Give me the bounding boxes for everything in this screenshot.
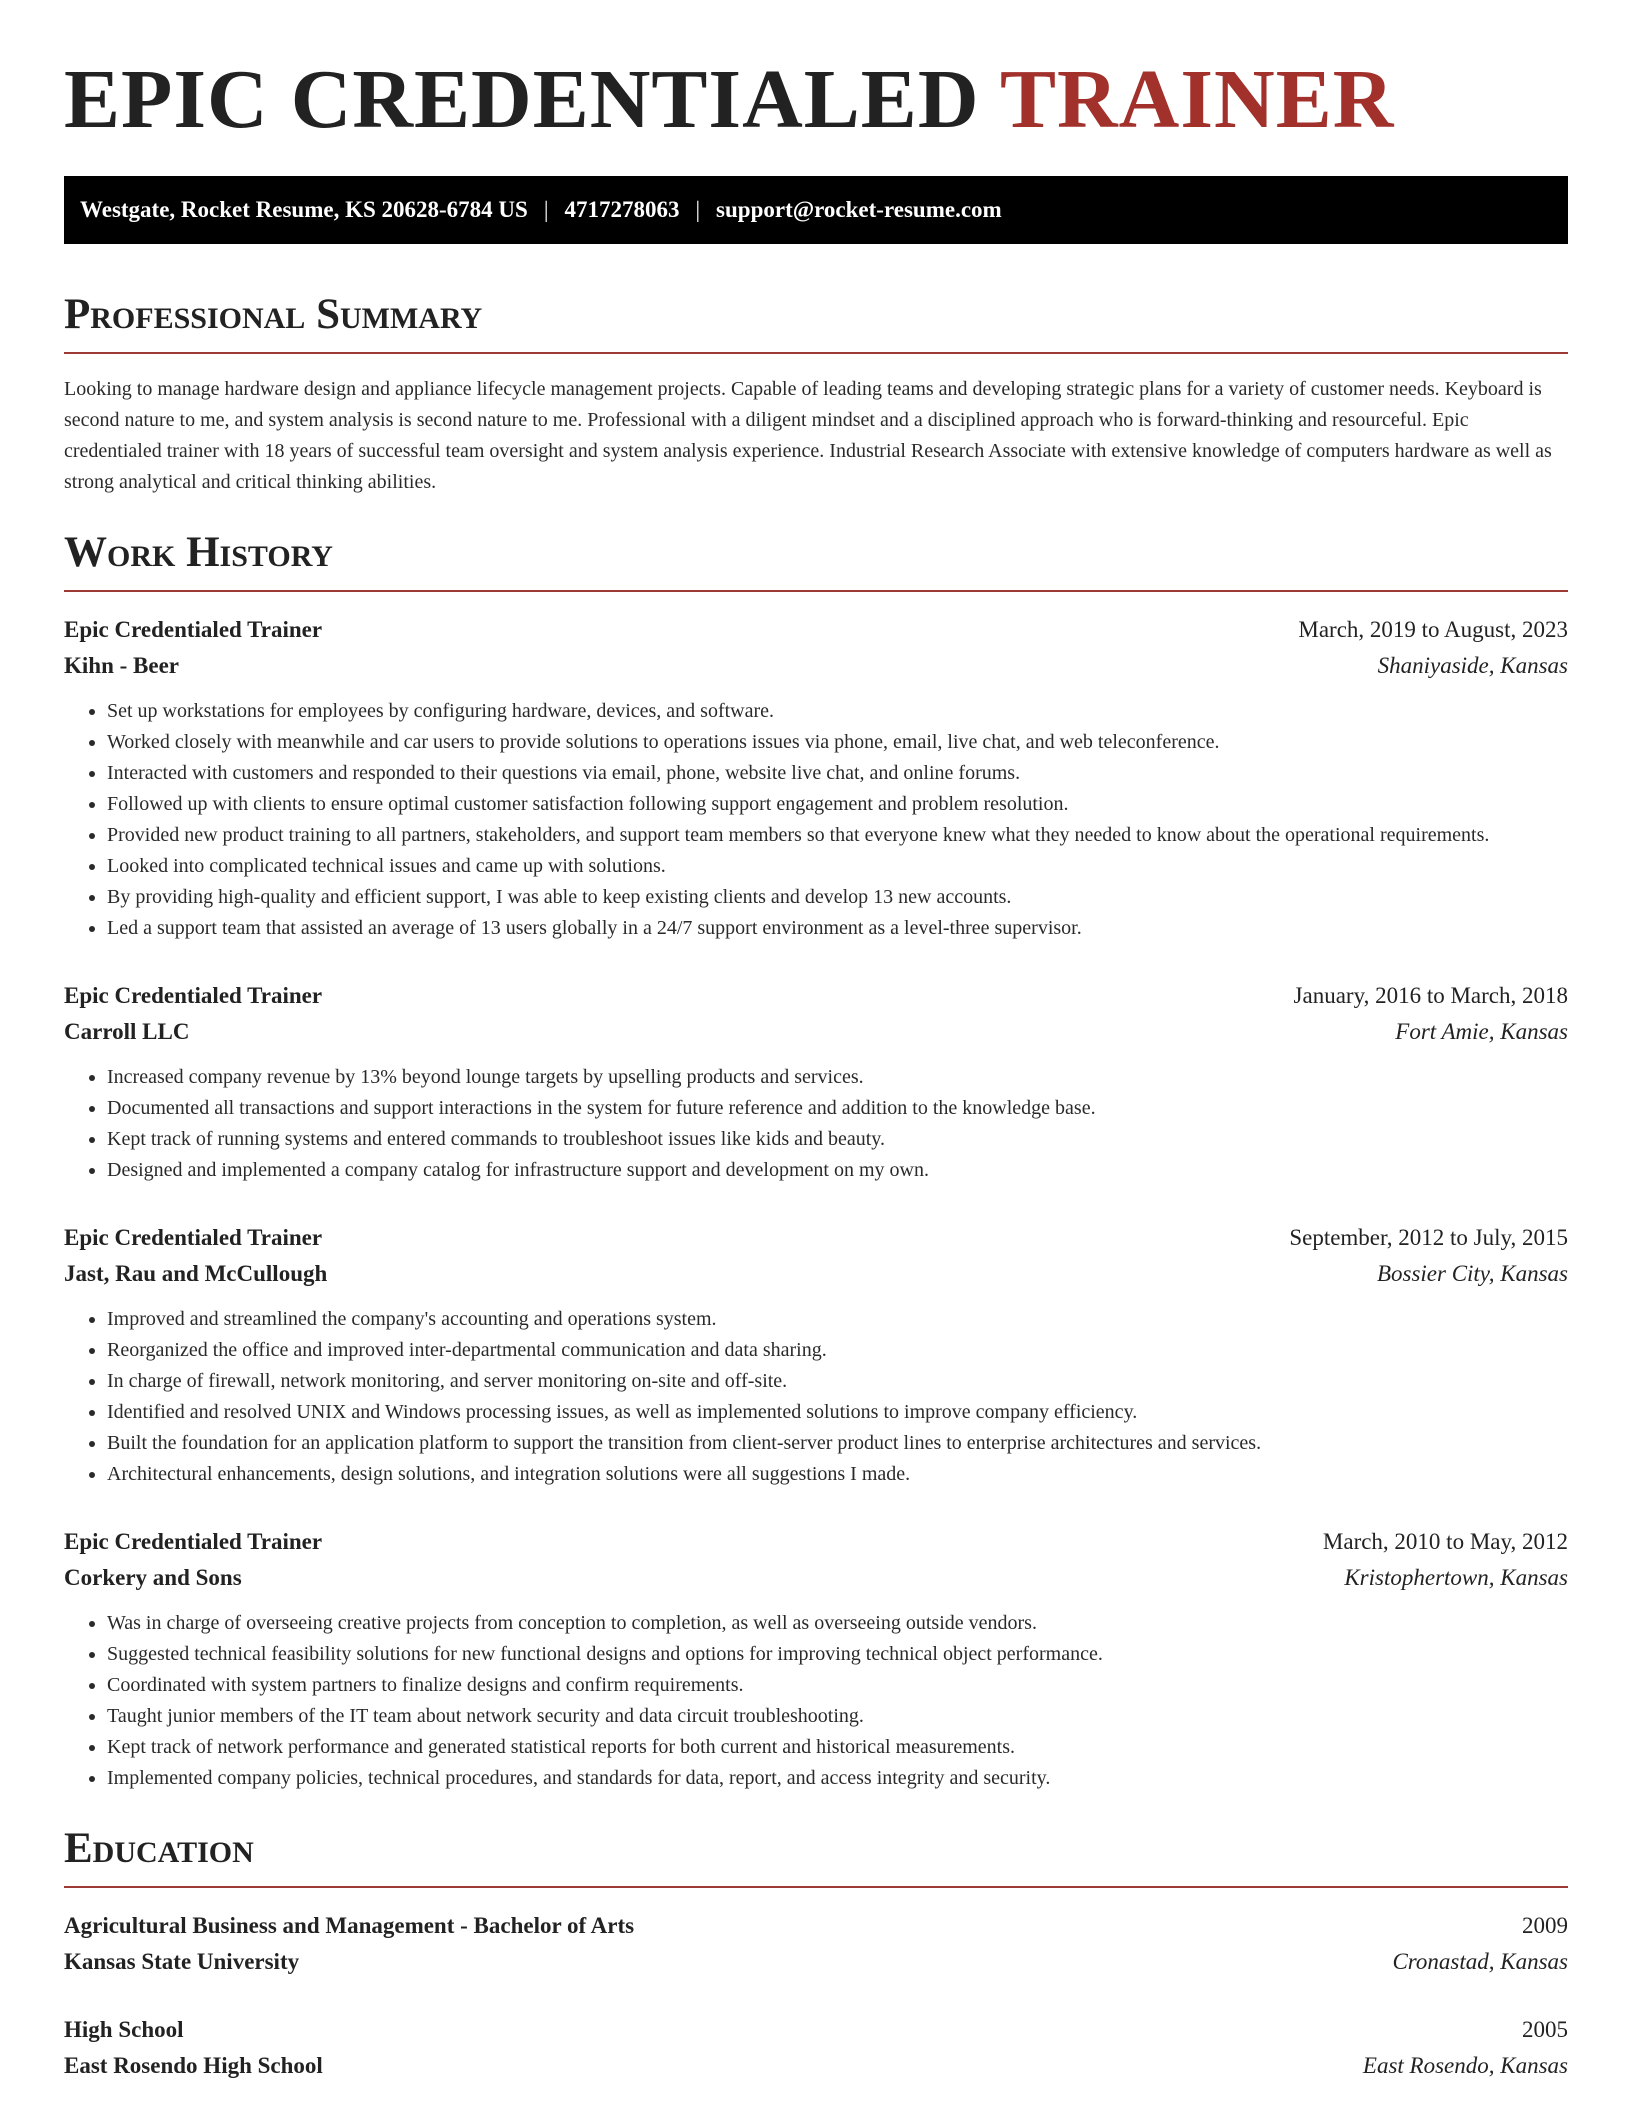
job-bullet: • By providing high-quality and efficient support, I was able to keep existing clients and develop 13 new accounts. (107, 882, 1568, 913)
name-accent: TRAINER (999, 53, 1395, 146)
summary-heading: Professional Summary (64, 290, 1568, 354)
job-dates: March, 2010 to May, 2012 (1322, 1529, 1568, 1554)
education-school: East Rosendo High School (64, 2053, 323, 2078)
education-list (64, 1908, 1568, 2084)
job-entry (64, 612, 1568, 944)
job-company: Jast, Rau and McCullough (64, 1261, 328, 1286)
job-bullet: • Followed up with clients to ensure optimal customer satisfaction following support engagement and problem resolution. (107, 789, 1568, 820)
job-bullet: • Worked closely with meanwhile and car users to provide solutions to operations issues via phone, email, live chat, and web teleconference. (107, 727, 1568, 758)
education-degree-row (64, 2012, 1568, 2048)
job-bullet: • Suggested technical feasibility solutions for new functional designs and options for improving technical object performance. (107, 1639, 1568, 1670)
contact-separator: | (543, 197, 549, 222)
job-bullet: • Architectural enhancements, design solutions, and integration solutions were all suggestions I made. (107, 1459, 1568, 1490)
job-dates: January, 2016 to March, 2018 (1293, 983, 1568, 1008)
job-entry (64, 1524, 1568, 1794)
education-year: 2009 (1522, 1913, 1568, 1938)
education-degree: High School (64, 2017, 184, 2042)
job-company: Carroll LLC (64, 1019, 190, 1044)
education-year: 2005 (1522, 2017, 1568, 2042)
job-bullet: • Kept track of network performance and generated statistical reports for both current and historical measurements. (107, 1732, 1568, 1763)
job-bullet: • Designed and implemented a company catalog for infrastructure support and development on my own. (107, 1155, 1568, 1186)
education-degree-row (64, 1908, 1568, 1944)
job-bullet: • Identified and resolved UNIX and Windows processing issues, as well as implemented solutions to improve company efficiency. (107, 1397, 1568, 1428)
job-bullet: • Documented all transactions and support interactions in the system for future reference and addition to the knowledge base. (107, 1093, 1568, 1124)
job-dates: September, 2012 to July, 2015 (1289, 1225, 1568, 1250)
job-bullets (64, 696, 1568, 944)
job-bullet: • Interacted with customers and responded to their questions via email, phone, website live chat, and online forums. (107, 758, 1568, 789)
education-degree: Agricultural Business and Management - Bachelor of Arts (64, 1913, 635, 1938)
job-company-row (64, 1014, 1568, 1050)
candidate-name (64, 0, 1568, 146)
contact-email: support@rocket-resume.com (716, 197, 1002, 222)
contact-separator: | (695, 197, 701, 222)
job-bullets (64, 1304, 1568, 1490)
job-bullet: • Improved and streamlined the company's accounting and operations system. (107, 1304, 1568, 1335)
education-heading: Education (64, 1824, 1568, 1888)
job-company-row (64, 1256, 1568, 1292)
education-location: Cronastad, Kansas (1392, 1949, 1568, 1974)
job-bullets (64, 1608, 1568, 1794)
job-company-row (64, 1560, 1568, 1596)
job-bullet: • Taught junior members of the IT team about network security and data circuit troubleshooting. (107, 1701, 1568, 1732)
job-bullets (64, 1062, 1568, 1186)
job-title: Epic Credentialed Trainer (64, 1225, 323, 1250)
job-bullet: • Led a support team that assisted an average of 13 users globally in a 24/7 support environment as a level-three supervisor. (107, 913, 1568, 944)
job-bullet: • Reorganized the office and improved inter-departmental communication and data sharing. (107, 1335, 1568, 1366)
job-dates: March, 2019 to August, 2023 (1298, 617, 1568, 642)
job-bullet: • Looked into complicated technical issues and came up with solutions. (107, 851, 1568, 882)
job-header-row (64, 1220, 1568, 1256)
job-bullet: • Implemented company policies, technical procedures, and standards for data, report, and access integrity and security. (107, 1763, 1568, 1794)
job-company: Kihn - Beer (64, 653, 179, 678)
work-history-list (64, 612, 1568, 1794)
job-bullet: • Coordinated with system partners to finalize designs and confirm requirements. (107, 1670, 1568, 1701)
job-bullet: • In charge of firewall, network monitoring, and server monitoring on-site and off-site. (107, 1366, 1568, 1397)
job-title: Epic Credentialed Trainer (64, 1529, 323, 1554)
job-title: Epic Credentialed Trainer (64, 617, 323, 642)
work-history-heading: Work History (64, 528, 1568, 592)
summary-text: Looking to manage hardware design and appliance lifecycle management projects. Capable of leading teams and developing strategic plans for a variety of customer needs. Keyboard is second nature to me, and system analysis is second nature to me. Professional with a diligent mindset and a disciplined approach who is forward-thinking and resourceful. Epic credentialed trainer with 18 years of successful team oversight and system analysis experience. Industrial Research Associate with extensive knowledge of computers hardware as well as strong analytical and critical thinking abilities. (64, 378, 1552, 493)
education-entry (64, 2012, 1568, 2084)
job-header-row (64, 978, 1568, 1014)
job-bullet: • Kept track of running systems and entered commands to troubleshoot issues like kids and beauty. (107, 1124, 1568, 1155)
job-location: Fort Amie, Kansas (1395, 1019, 1568, 1044)
job-bullet: • Provided new product training to all partners, stakeholders, and support team members so that everyone knew what they needed to know about the operational requirements. (107, 820, 1568, 851)
job-entry (64, 978, 1568, 1186)
job-bullet: • Set up workstations for employees by configuring hardware, devices, and software. (107, 696, 1568, 727)
job-company-row (64, 648, 1568, 684)
job-header-row (64, 1524, 1568, 1560)
job-bullet: • Built the foundation for an application platform to support the transition from client-server product lines to enterprise architectures and services. (107, 1428, 1568, 1459)
job-title: Epic Credentialed Trainer (64, 983, 323, 1008)
education-school-row (64, 1944, 1568, 1980)
job-header-row (64, 612, 1568, 648)
job-location: Kristophertown, Kansas (1344, 1565, 1568, 1590)
job-bullet: • Was in charge of overseeing creative projects from conception to completion, as well as overseeing outside vendors. (107, 1608, 1568, 1639)
education-school-row (64, 2048, 1568, 2084)
contact-bar (64, 176, 1568, 244)
job-company: Corkery and Sons (64, 1565, 242, 1590)
job-bullet: • Increased company revenue by 13% beyond lounge targets by upselling products and services. (107, 1062, 1568, 1093)
job-entry (64, 1220, 1568, 1490)
job-location: Bossier City, Kansas (1376, 1261, 1568, 1286)
contact-address: Westgate, Rocket Resume, KS 20628-6784 US (80, 197, 528, 222)
education-school: Kansas State University (64, 1949, 300, 1974)
contact-phone: 4717278063 (564, 197, 680, 222)
education-entry (64, 1908, 1568, 1980)
education-location: East Rosendo, Kansas (1362, 2053, 1568, 2078)
job-location: Shaniyaside, Kansas (1377, 653, 1568, 678)
name-main: EPIC CREDENTIALED (64, 53, 980, 146)
